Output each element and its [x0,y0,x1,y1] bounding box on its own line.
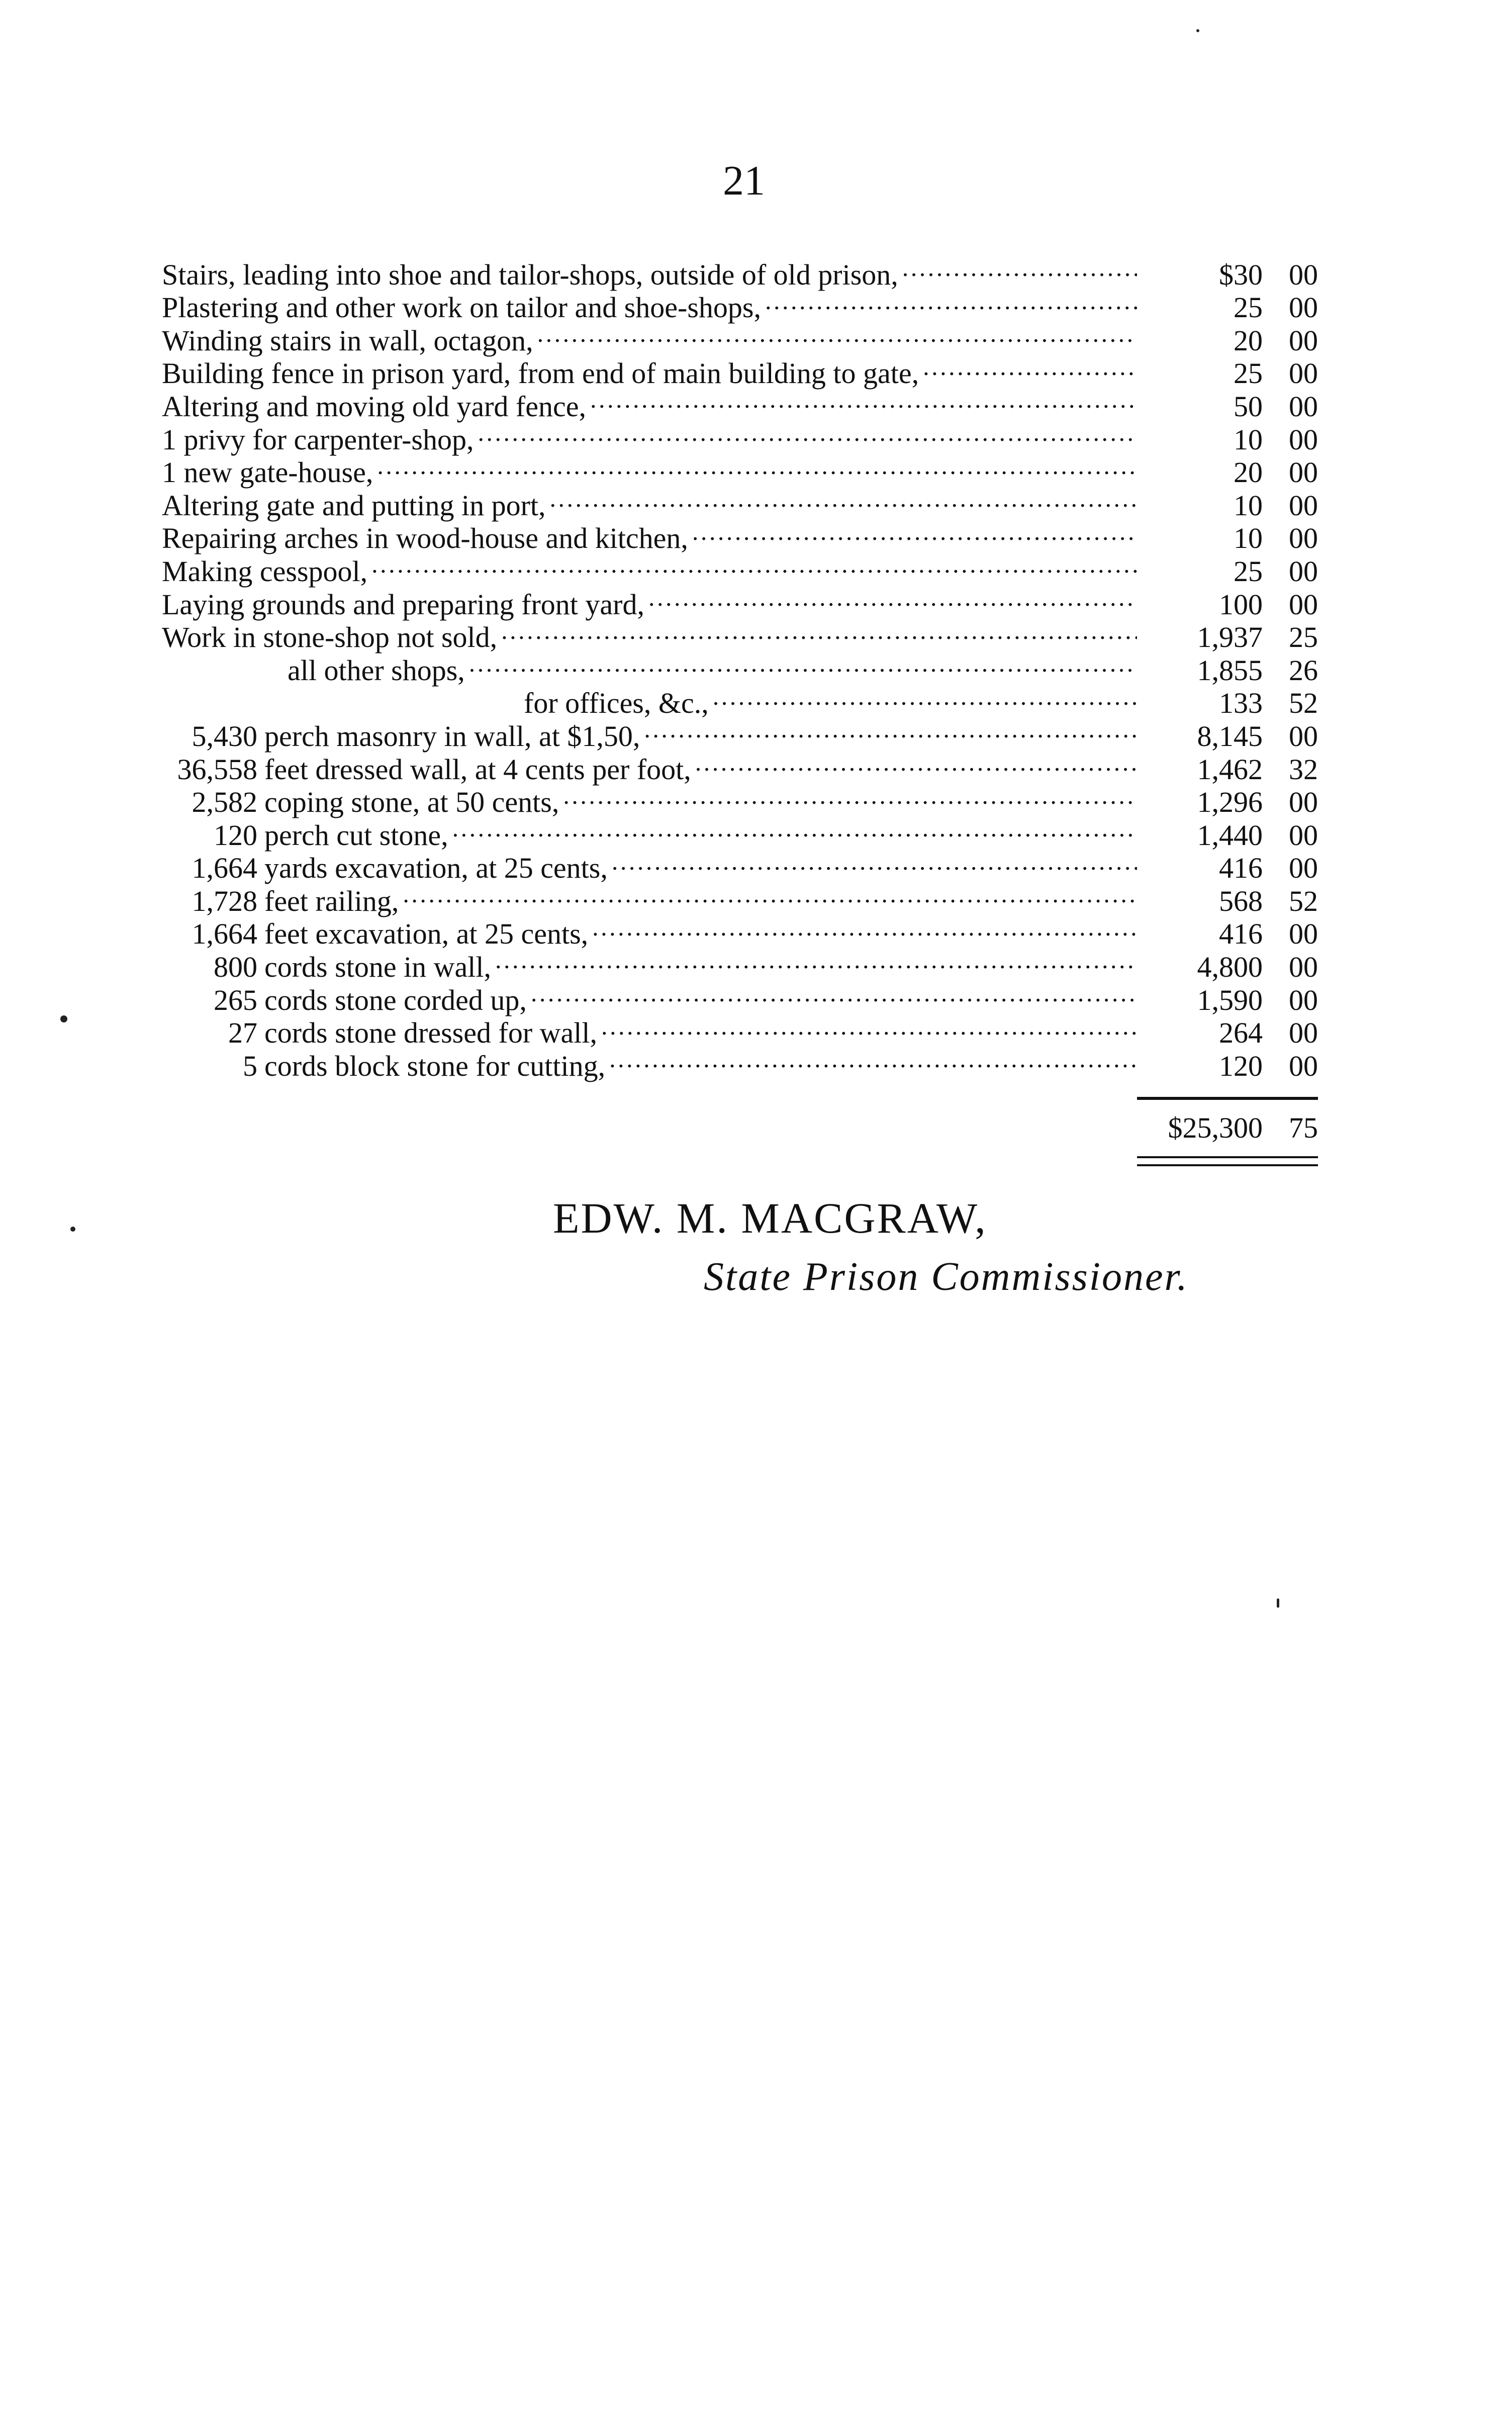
row-quantity: 265 [214,983,257,1016]
row-dollars: 1,462 [1197,753,1263,786]
row-description: perch masonry in wall, at $1,50, [264,719,640,753]
row-cents: 00 [1289,390,1318,423]
dot-leader [377,449,1137,483]
row-description: Altering and moving old yard fence, [162,390,586,423]
row-description: feet excavation, at 25 cents, [264,917,589,951]
row-dollars: 1,296 [1197,786,1263,819]
row-quantity: 5,430 [192,719,257,753]
row-cents: 00 [1289,588,1318,621]
row-quantity: 36,558 [177,753,257,786]
row-dollars: 1,855 [1197,653,1263,687]
row-dollars: 10 [1234,522,1263,555]
row-cents: 00 [1289,1049,1318,1082]
row-description: Plastering and other work on tailor and shoe-shops, [162,291,762,324]
row-cents: 52 [1289,884,1318,917]
dot-leader [452,812,1137,845]
row-quantity: 120 [214,818,257,852]
row-description: Winding stairs in wall, octagon, [162,324,533,357]
total-rule [1137,1097,1318,1100]
row-dollars: 25 [1234,291,1263,324]
row-cents: 00 [1289,489,1318,522]
row-dollars: 1,440 [1197,818,1263,852]
row-dollars: 4,800 [1197,951,1263,984]
dot-leader [478,416,1138,449]
total-dollars: $25,300 [1168,1111,1263,1144]
row-cents: 00 [1289,1016,1318,1050]
row-dollars: 20 [1234,324,1263,357]
row-dollars: 416 [1219,852,1263,885]
row-dollars: 568 [1219,884,1263,917]
row-description: all other shops, [288,653,465,687]
row-description: feet railing, [264,884,399,917]
row-description: Laying grounds and preparing front yard, [162,588,644,621]
dot-leader [371,548,1137,581]
row-quantity: 1,664 [192,917,257,951]
row-description: 1 new gate-house, [162,456,373,489]
dot-leader [713,680,1137,713]
signature-name: EDW. M. MACGRAW, [553,1194,987,1242]
row-dollars: 100 [1219,588,1263,621]
row-cents: 00 [1289,983,1318,1016]
row-description: cords stone corded up, [264,983,527,1016]
double-rule-lower [1137,1164,1318,1166]
dot-leader [692,515,1137,548]
row-quantity: 800 [214,951,257,984]
ink-speck [1277,1599,1279,1608]
row-description: yards excavation, at 25 cents, [264,852,608,885]
row-cents: 25 [1289,621,1318,654]
row-cents: 00 [1289,522,1318,555]
dot-leader [923,350,1137,384]
row-dollars: 10 [1234,489,1263,522]
row-dollars: 50 [1234,390,1263,423]
ink-speck [1196,29,1199,32]
double-rule-upper [1137,1156,1318,1158]
row-description: perch cut stone, [264,818,448,852]
row-cents: 00 [1289,818,1318,852]
page-number: 21 [723,157,765,204]
dot-leader [531,977,1137,1010]
dot-leader [902,251,1137,285]
row-dollars: 10 [1234,423,1263,456]
row-quantity: 5 [243,1049,257,1082]
row-cents: 00 [1289,357,1318,390]
row-description: 1 privy for carpenter-shop, [162,423,474,456]
row-quantity: 2,582 [192,786,257,819]
row-quantity: 1,728 [192,884,257,917]
row-description: Making cesspool, [162,554,368,588]
dot-leader [550,482,1137,515]
row-description: Stairs, leading into shoe and tailor-shops, outside of old prison, [162,258,898,291]
ink-speck [60,1015,67,1022]
row-description: for offices, &c., [524,687,709,720]
dot-leader [537,317,1137,350]
row-quantity: 1,664 [192,852,257,885]
row-cents: 52 [1289,687,1318,720]
row-quantity: 27 [228,1016,257,1050]
dot-leader [765,285,1137,318]
dot-leader [601,1010,1137,1043]
row-cents: 00 [1289,423,1318,456]
dot-leader [495,944,1137,977]
row-description: feet dressed wall, at 4 cents per foot, [264,753,691,786]
row-dollars: 25 [1234,554,1263,588]
row-dollars: 8,145 [1197,719,1263,753]
row-dollars: 264 [1219,1016,1263,1050]
row-dollars: 25 [1234,357,1263,390]
row-description: Building fence in prison yard, from end of main building to gate, [162,357,919,390]
row-cents: 00 [1289,324,1318,357]
total-row [1081,1108,1318,1148]
dot-leader [592,911,1137,944]
row-cents: 00 [1289,554,1318,588]
dot-leader [403,878,1137,911]
dot-leader [590,383,1137,416]
ledger-table [162,251,1318,1082]
ledger-row [162,251,1318,291]
row-dollars: 1,590 [1197,983,1263,1016]
row-cents: 00 [1289,852,1318,885]
dot-leader [501,614,1137,647]
dot-leader [609,1043,1137,1076]
row-cents: 00 [1289,786,1318,819]
row-cents: 00 [1289,917,1318,951]
row-description: coping stone, at 50 cents, [264,786,559,819]
dot-leader [469,647,1137,680]
row-cents: 26 [1289,653,1318,687]
row-dollars: 120 [1219,1049,1263,1082]
dot-leader [563,779,1137,812]
row-description: Work in stone-shop not sold, [162,621,498,654]
row-cents: 00 [1289,951,1318,984]
row-cents: 00 [1289,258,1318,291]
row-description: cords stone in wall, [264,951,492,984]
row-dollars: 20 [1234,456,1263,489]
row-description: Altering gate and putting in port, [162,489,546,522]
row-cents: 32 [1289,753,1318,786]
dot-leader [644,713,1137,746]
row-cents: 00 [1289,291,1318,324]
row-cents: 00 [1289,456,1318,489]
row-dollars: 133 [1219,687,1263,720]
dot-leader [695,746,1137,779]
row-description: Repairing arches in wood-house and kitchen, [162,522,688,555]
dot-leader [612,845,1137,878]
row-cents: 00 [1289,719,1318,753]
row-dollars: 1,937 [1197,621,1263,654]
signature-title: State Prison Commissioner. [704,1255,1189,1299]
row-description: cords block stone for cutting, [264,1049,606,1082]
ink-speck [70,1227,75,1232]
dot-leader [648,581,1137,614]
row-description: cords stone dressed for wall, [264,1016,597,1050]
row-dollars: 416 [1219,917,1263,951]
total-cents: 75 [1289,1111,1318,1144]
row-dollars: $30 [1219,258,1263,291]
